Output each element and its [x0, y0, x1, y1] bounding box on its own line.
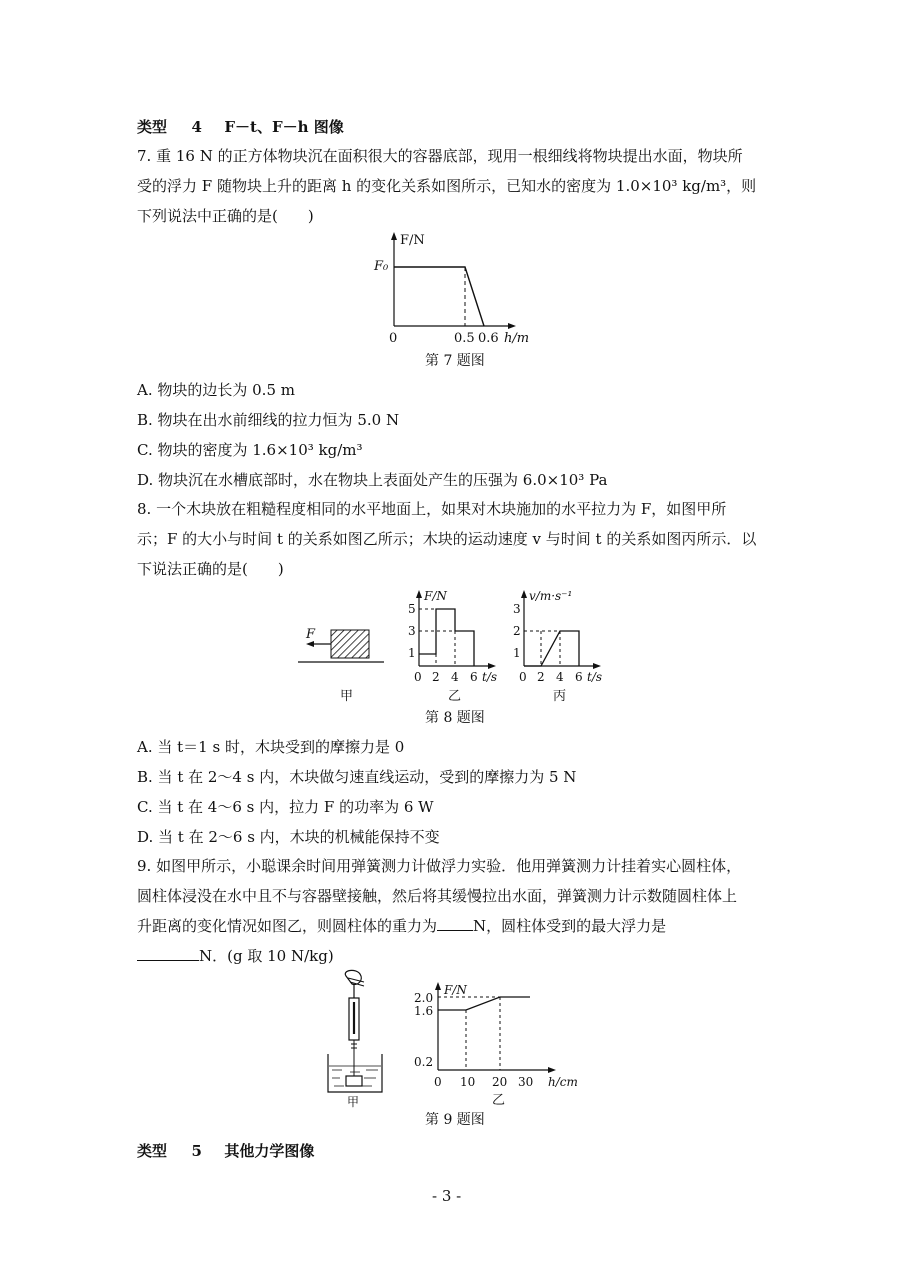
q8-yi-xtick-2: 2 — [432, 670, 440, 684]
q8-force-label: F — [306, 627, 316, 642]
q8-yi-xtick-0: 0 — [414, 670, 422, 684]
q8-line2: 示；F 的大小与时间 t 的关系如图乙所示；木块的运动速度 v 与时间 t 的关系如图丙所示．以 — [137, 530, 757, 548]
q7-xlabel: h/m — [504, 331, 530, 346]
q8-bing-label: 丙 — [553, 689, 567, 704]
q8-bing-xtick-6: 6 — [575, 670, 583, 684]
q8-bing-y-arrow — [521, 590, 527, 598]
q9-blank-weight[interactable] — [437, 916, 473, 931]
q8-bing-xtick-4: 4 — [556, 670, 564, 684]
section5-title: 其他力学图像 — [224, 1142, 315, 1160]
section5-num: 5 — [191, 1142, 202, 1160]
q8-bing-ytick-1: 1 — [513, 646, 521, 660]
q7-y-arrow — [391, 232, 397, 240]
q7-line3: 下列说法中正确的是( ) — [137, 207, 314, 225]
q9-fig-jia — [320, 968, 390, 1108]
q8-bing-line — [524, 631, 579, 666]
q9-caption: 第 9 题图 — [425, 1112, 485, 1128]
q9-line4-text: N．(g 取 10 N/kg) — [199, 947, 334, 965]
q8-wood-block — [331, 630, 369, 658]
q8-fig-bing — [509, 588, 619, 704]
q8-bing-ytick-2: 2 — [513, 624, 521, 638]
q7-line — [394, 267, 484, 326]
q8-yi-x-arrow — [488, 663, 496, 669]
q9-line3-part2: N，圆柱体受到的最大浮力是 — [473, 917, 667, 935]
q8-yi-ytick-5: 5 — [408, 602, 416, 616]
q8-yi-y-arrow — [416, 590, 422, 598]
q9-ytick-02: 0.2 — [414, 1055, 434, 1069]
section4-title: F－t、F－h 图像 — [224, 118, 344, 136]
q9-blank-buoyancy[interactable] — [137, 946, 199, 961]
q9-yi-label: 乙 — [492, 1093, 506, 1108]
q9-chart — [400, 978, 590, 1108]
q9-jia-label: 甲 — [347, 1095, 360, 1109]
q8-yi-xtick-6: 6 — [470, 670, 478, 684]
q7-f0-label: F₀ — [374, 259, 389, 274]
q9-line1: 9. 如图甲所示，小聪课余时间用弹簧测力计做浮力实验．他用弹簧测力计挂着实心圆柱体， — [137, 857, 742, 875]
q8-bing-xlabel: t/s — [587, 670, 603, 684]
q9-hand — [345, 970, 361, 984]
q9-line — [438, 997, 530, 1010]
q9-ylabel: F/N — [444, 983, 467, 997]
q7-tick-06: 0.6 — [478, 331, 499, 346]
q9-line2: 圆柱体浸没在水中且不与容器壁接触，然后将其缓慢拉出水面，弹簧测力计示数随圆柱体上 — [137, 887, 738, 905]
q9-xtick-20: 20 — [492, 1075, 508, 1089]
q9-line3 — [137, 916, 666, 936]
q9-cylinder — [346, 1076, 362, 1086]
section4-label: 类型 — [137, 118, 168, 136]
q9-xtick-0: 0 — [434, 1075, 442, 1089]
q7-caption: 第 7 题图 — [425, 353, 485, 369]
q8-yi-label: 乙 — [448, 689, 462, 704]
q9-line3-part1: 升距离的变化情况如图乙，则圆柱体的重力为 — [137, 917, 438, 935]
q8-yi-xlabel: t/s — [482, 670, 498, 684]
q8-yi-line — [419, 609, 474, 666]
q8-option-b: B. 当 t 在 2～4 s 内，木块做匀速直线运动，受到的摩擦力为 5 N — [137, 768, 577, 786]
q9-ytick-20: 2.0 — [414, 991, 434, 1005]
q8-option-c: C. 当 t 在 4～6 s 内，拉力 F 的功率为 6 W — [137, 798, 434, 816]
q8-line3: 下说法正确的是( ) — [137, 560, 284, 578]
q8-yi-xtick-4: 4 — [451, 670, 459, 684]
q8-bing-ylabel: v/m·s⁻¹ — [529, 589, 573, 603]
q8-yi-ylabel: F/N — [424, 589, 447, 603]
q8-jia-label: 甲 — [340, 689, 354, 704]
q7-option-d: D. 物块沉在水槽底部时，水在物块上表面处产生的压强为 6.0×10³ Pa — [137, 471, 608, 489]
q7-tick-05: 0.5 — [454, 331, 475, 346]
section4-heading — [137, 117, 344, 137]
q8-option-a: A. 当 t＝1 s 时，木块受到的摩擦力是 0 — [137, 738, 405, 756]
q8-fig-jia — [298, 612, 388, 702]
section5-heading — [137, 1141, 314, 1161]
q7-line2: 受的浮力 F 随物块上升的距离 h 的变化关系如图所示，已知水的密度为 1.0×10³ kg/m³，则 — [137, 177, 757, 195]
q7-option-b: B. 物块在出水前细线的拉力恒为 5.0 N — [137, 411, 400, 429]
q8-bing-xtick-2: 2 — [537, 670, 545, 684]
q9-y-arrow — [435, 982, 441, 990]
q9-x-arrow — [548, 1067, 556, 1073]
q7-option-a: A. 物块的边长为 0.5 m — [137, 381, 295, 399]
q8-bing-ytick-3: 3 — [513, 602, 521, 616]
q8-caption: 第 8 题图 — [425, 710, 485, 726]
q9-xtick-10: 10 — [460, 1075, 476, 1089]
q7-chart — [370, 230, 530, 345]
q9-xlabel: h/cm — [548, 1075, 578, 1089]
q9-ytick-16: 1.6 — [414, 1004, 434, 1018]
q7-line1: 7. 重 16 N 的正方体物块沉在面积很大的容器底部，现用一根细线将物块提出水面，物块所 — [137, 147, 743, 165]
q9-xtick-30: 30 — [518, 1075, 534, 1089]
q9-line4 — [137, 946, 334, 966]
q7-x-arrow — [508, 323, 516, 329]
q8-line1: 8. 一个木块放在粗糙程度相同的水平地面上，如果对木块施加的水平拉力为 F，如图甲所 — [137, 500, 727, 518]
q7-option-c: C. 物块的密度为 1.6×10³ kg/m³ — [137, 441, 363, 459]
q8-fig-yi — [404, 588, 504, 704]
q8-bing-x-arrow — [593, 663, 601, 669]
q8-bing-xtick-0: 0 — [519, 670, 527, 684]
q7-origin: 0 — [389, 331, 398, 346]
q8-option-d: D. 当 t 在 2～6 s 内，木块的机械能保持不变 — [137, 828, 440, 846]
q7-ylabel: F/N — [400, 233, 425, 248]
page-number: - 3 - — [432, 1187, 462, 1205]
q8-yi-ytick-1: 1 — [408, 646, 416, 660]
section4-num: 4 — [191, 118, 202, 136]
section5-label: 类型 — [137, 1142, 168, 1160]
q8-yi-ytick-3: 3 — [408, 624, 416, 638]
